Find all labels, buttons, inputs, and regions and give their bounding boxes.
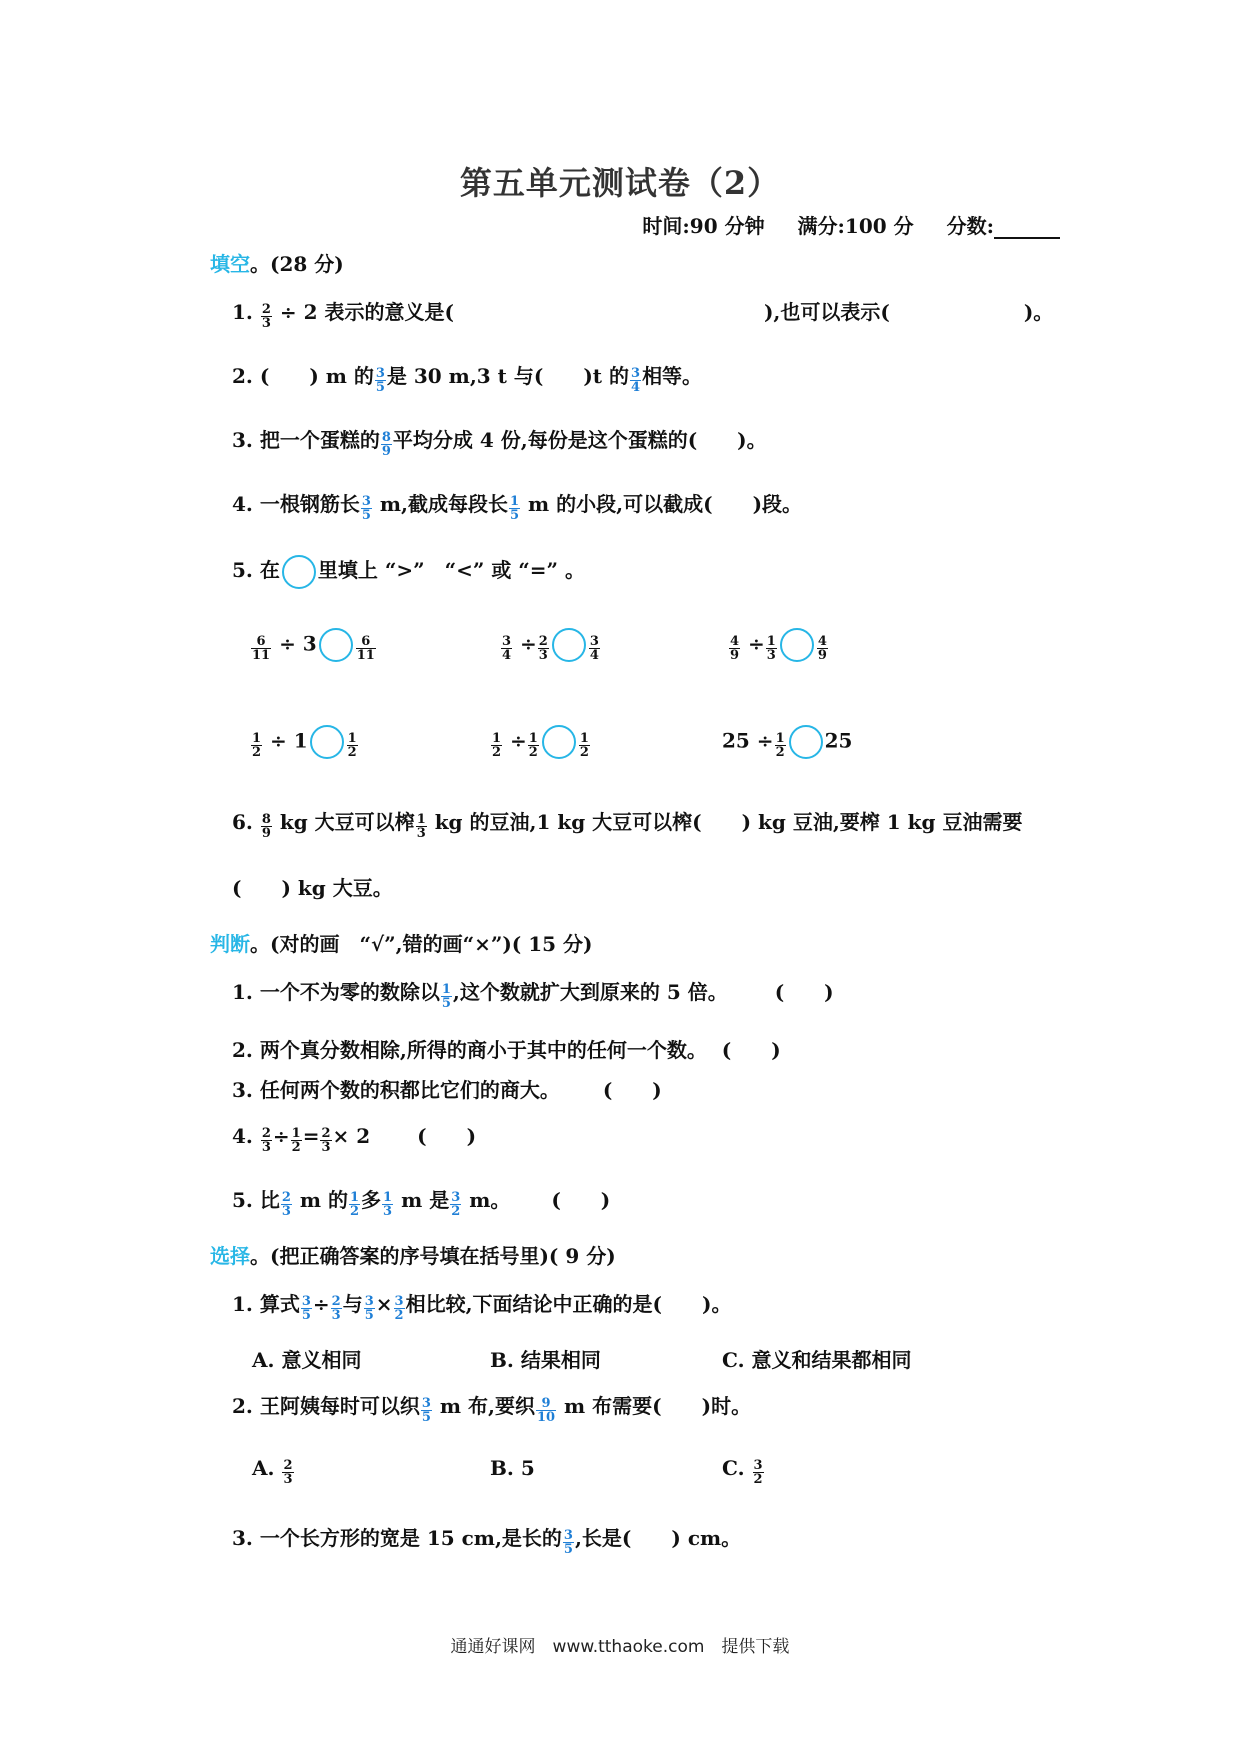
question-text: 是 30 m,3 t 与( )t 的	[386, 364, 630, 388]
section-fill-tail: 。(28 分)	[250, 252, 344, 276]
operator: 25 ÷	[722, 728, 774, 753]
fraction: $\frac{3}{5}$	[563, 1528, 573, 1557]
choice-question-3	[232, 1522, 742, 1557]
question-text: m 布,要织	[439, 1394, 535, 1418]
question-number: 3.	[232, 1526, 253, 1550]
question-text: m,截成每段长	[379, 492, 508, 516]
question-number: 6.	[232, 810, 253, 834]
answer-paren[interactable]: ( )	[551, 1188, 611, 1212]
section-choice-tail: 。(把正确答案的序号填在括号里)( 9 分)	[250, 1244, 616, 1268]
compare-item-1	[250, 628, 377, 662]
fraction: $\frac{1}{2}$	[775, 730, 785, 760]
fraction: $\frac{2}{3}$	[261, 302, 271, 331]
choice-1-option-b[interactable]: B. 结果相同	[490, 1348, 601, 1372]
answer-paren[interactable]: ( )	[721, 1038, 781, 1062]
question-text: 与	[342, 1292, 363, 1316]
operand: 25	[824, 728, 853, 753]
question-number: 2.	[232, 1394, 253, 1418]
question-text: 一根钢筋长	[259, 492, 360, 516]
choice-question-1	[232, 1288, 732, 1323]
fill-question-1	[232, 296, 1054, 331]
question-number: 4.	[232, 1124, 253, 1148]
question-text: 任何两个数的积都比它们的商大。	[259, 1078, 560, 1102]
fraction: $\frac{8}{9}$	[381, 430, 391, 459]
question-text: ( ) kg 大豆。	[232, 876, 393, 900]
operator: ÷	[748, 631, 765, 656]
judge-question-5	[232, 1184, 611, 1219]
question-number: 3.	[232, 1078, 253, 1102]
compare-circle[interactable]	[552, 628, 586, 662]
time-limit: 时间:90 分钟	[642, 214, 765, 238]
section-judge-head: 判断	[210, 932, 250, 956]
question-number: 2.	[232, 1038, 253, 1062]
fill-question-6	[232, 806, 1023, 841]
question-text: ( ) m 的	[259, 364, 374, 388]
fraction: $\frac{8}{9}$	[261, 812, 271, 841]
question-number: 1.	[232, 300, 253, 324]
question-text: ),也可以表示(	[763, 300, 890, 324]
compare-item-6	[722, 725, 852, 759]
compare-item-4	[250, 725, 359, 759]
operator: ÷	[272, 1124, 290, 1148]
section-fill	[210, 248, 344, 277]
footer-credit: 通通好课网 www.tthaoke.com 提供下载	[450, 1637, 790, 1657]
question-text: kg 的豆油,1 kg 大豆可以榨( ) kg 豆油,要榨 1 kg 豆油需要	[434, 810, 1023, 834]
fraction: $\frac{3}{5}$	[364, 1294, 374, 1323]
choice-2-option-c[interactable]: C. $\frac{3}{2}$	[722, 1456, 763, 1487]
answer-paren[interactable]: ( )	[417, 1124, 477, 1148]
judge-question-4	[232, 1120, 477, 1155]
question-number: 5.	[232, 1188, 253, 1212]
question-number: 4.	[232, 492, 253, 516]
fraction: $\frac{1}{2}$	[528, 730, 538, 760]
question-text: 把一个蛋糕的	[259, 428, 380, 452]
operator: ÷	[520, 631, 537, 656]
answer-paren[interactable]: ( )	[602, 1078, 662, 1102]
question-text: 一个长方形的宽是 15 cm,是长的	[259, 1526, 562, 1550]
fraction: $\frac{4}{9}$	[817, 633, 827, 663]
question-text: 相等。	[642, 364, 703, 388]
fraction: $\frac{1}{2}$	[252, 730, 262, 760]
score-label: 分数:	[947, 214, 1060, 238]
fraction: $\frac{1}{2}$	[492, 730, 502, 760]
compare-circle[interactable]	[319, 628, 353, 662]
fraction: $\frac{1}{2}$	[350, 1190, 360, 1219]
section-choice-head: 选择	[210, 1244, 250, 1268]
question-text: m 的小段,可以截成( )段。	[528, 492, 803, 516]
section-choice	[210, 1240, 616, 1269]
fraction: $\frac{3}{5}$	[361, 494, 371, 523]
question-number: 5.	[232, 558, 253, 582]
question-text: kg 大豆可以榨	[279, 810, 415, 834]
fraction: $\frac{2}{3}$	[321, 1126, 331, 1155]
fraction: $\frac{6}{11}$	[252, 633, 271, 663]
section-judge-tail: 。(对的画 “√”,错的画“×”)( 15 分)	[250, 932, 593, 956]
question-text: 里填上 “>” “<” 或 “=” 。	[317, 558, 586, 582]
fraction: $\frac{1}{5}$	[510, 494, 520, 523]
fraction: $\frac{3}{2}$	[451, 1190, 461, 1219]
fraction: $\frac{6}{11}$	[356, 633, 375, 663]
fraction: $\frac{1}{5}$	[441, 982, 451, 1011]
compare-circle[interactable]	[789, 725, 823, 759]
fraction: $\frac{3}{5}$	[301, 1294, 311, 1323]
question-text: ÷ 2 表示的意义是(	[279, 300, 454, 324]
compare-item-3	[728, 628, 829, 662]
question-text: ,这个数就扩大到原来的 5 倍。	[452, 980, 728, 1004]
question-text: ,长是( ) cm。	[574, 1526, 742, 1550]
question-number: 1.	[232, 1292, 253, 1316]
exam-meta	[616, 210, 1060, 239]
fraction: $\frac{3}{4}$	[631, 366, 641, 395]
question-text: 算式	[259, 1292, 300, 1316]
fraction: $\frac{1}{2}$	[347, 730, 357, 760]
fill-question-4	[232, 488, 803, 523]
page-title: 第五单元测试卷（2）	[459, 164, 781, 202]
question-text: 两个真分数相除,所得的商小于其中的任何一个数。	[259, 1038, 707, 1062]
fill-question-6-cont	[232, 872, 393, 901]
judge-question-1	[232, 976, 834, 1011]
circle-blank	[282, 555, 316, 589]
operator: ÷	[312, 1292, 330, 1316]
question-text: 在	[259, 558, 280, 582]
fraction: $\frac{3}{4}$	[502, 633, 512, 663]
choice-question-2	[232, 1390, 752, 1425]
section-judge	[210, 928, 593, 957]
fill-question-2	[232, 360, 703, 395]
fraction: $\frac{3}{2}$	[394, 1294, 404, 1323]
fraction: $\frac{1}{3}$	[416, 812, 426, 841]
fraction: $\frac{3}{5}$	[421, 1396, 431, 1425]
question-text: 比	[259, 1188, 280, 1212]
fraction: $\frac{4}{9}$	[730, 633, 740, 663]
compare-circle[interactable]	[310, 725, 344, 759]
fraction: $\frac{3}{5}$	[375, 366, 385, 395]
fraction: $\frac{3}{4}$	[589, 633, 599, 663]
operator: ×	[375, 1292, 393, 1316]
compare-item-5	[490, 725, 591, 759]
question-text: 多	[361, 1188, 382, 1212]
fill-question-5	[232, 554, 585, 589]
choice-1-option-c[interactable]: C. 意义和结果都相同	[722, 1348, 912, 1372]
fraction: $\frac{2}{3}$	[261, 1126, 271, 1155]
section-fill-head: 填空	[210, 252, 250, 276]
question-text: m 的	[299, 1188, 348, 1212]
operator: × 2	[332, 1124, 371, 1148]
question-text: 一个不为零的数除以	[259, 980, 440, 1004]
question-text: m 布需要( )时。	[564, 1394, 752, 1418]
operator: ÷ 1	[270, 728, 308, 753]
judge-question-2	[232, 1034, 781, 1063]
fraction: $\frac{9}{10}$	[536, 1396, 556, 1425]
question-text: 相比较,下面结论中正确的是( )。	[405, 1292, 732, 1316]
question-text: 平均分成 4 份,每份是这个蛋糕的( )。	[392, 428, 767, 452]
fraction: $\frac{1}{3}$	[383, 1190, 393, 1219]
fraction: $\frac{2}{3}$	[538, 633, 548, 663]
answer-paren[interactable]: ( )	[774, 980, 834, 1004]
operator: ÷ 3	[279, 631, 317, 656]
fraction: $\frac{2}{3}$	[331, 1294, 341, 1323]
question-number: 3.	[232, 428, 253, 452]
compare-circle[interactable]	[780, 628, 814, 662]
question-text: m 是	[401, 1188, 450, 1212]
question-number: 2.	[232, 364, 253, 388]
fraction: $\frac{1}{3}$	[766, 633, 776, 663]
compare-circle[interactable]	[542, 725, 576, 759]
compare-item-2	[500, 628, 601, 662]
operator: ÷	[510, 728, 527, 753]
choice-2-option-b[interactable]: B. 5	[490, 1456, 535, 1480]
question-text: )。	[1023, 300, 1054, 324]
fill-question-3	[232, 424, 767, 459]
operator: =	[302, 1124, 320, 1148]
question-number: 1.	[232, 980, 253, 1004]
question-text: 王阿姨每时可以织	[259, 1394, 420, 1418]
fraction: $\frac{1}{2}$	[579, 730, 589, 760]
question-text: m。	[469, 1188, 511, 1212]
judge-question-3	[232, 1074, 662, 1103]
choice-1-option-a[interactable]: A. 意义相同	[252, 1348, 362, 1372]
choice-2-option-a[interactable]: A. $\frac{2}{3}$	[252, 1456, 293, 1487]
fraction: $\frac{2}{3}$	[281, 1190, 291, 1219]
fraction: $\frac{1}{2}$	[291, 1126, 301, 1155]
full-score: 满分:100 分	[797, 214, 914, 238]
score-blank[interactable]	[994, 217, 1060, 239]
